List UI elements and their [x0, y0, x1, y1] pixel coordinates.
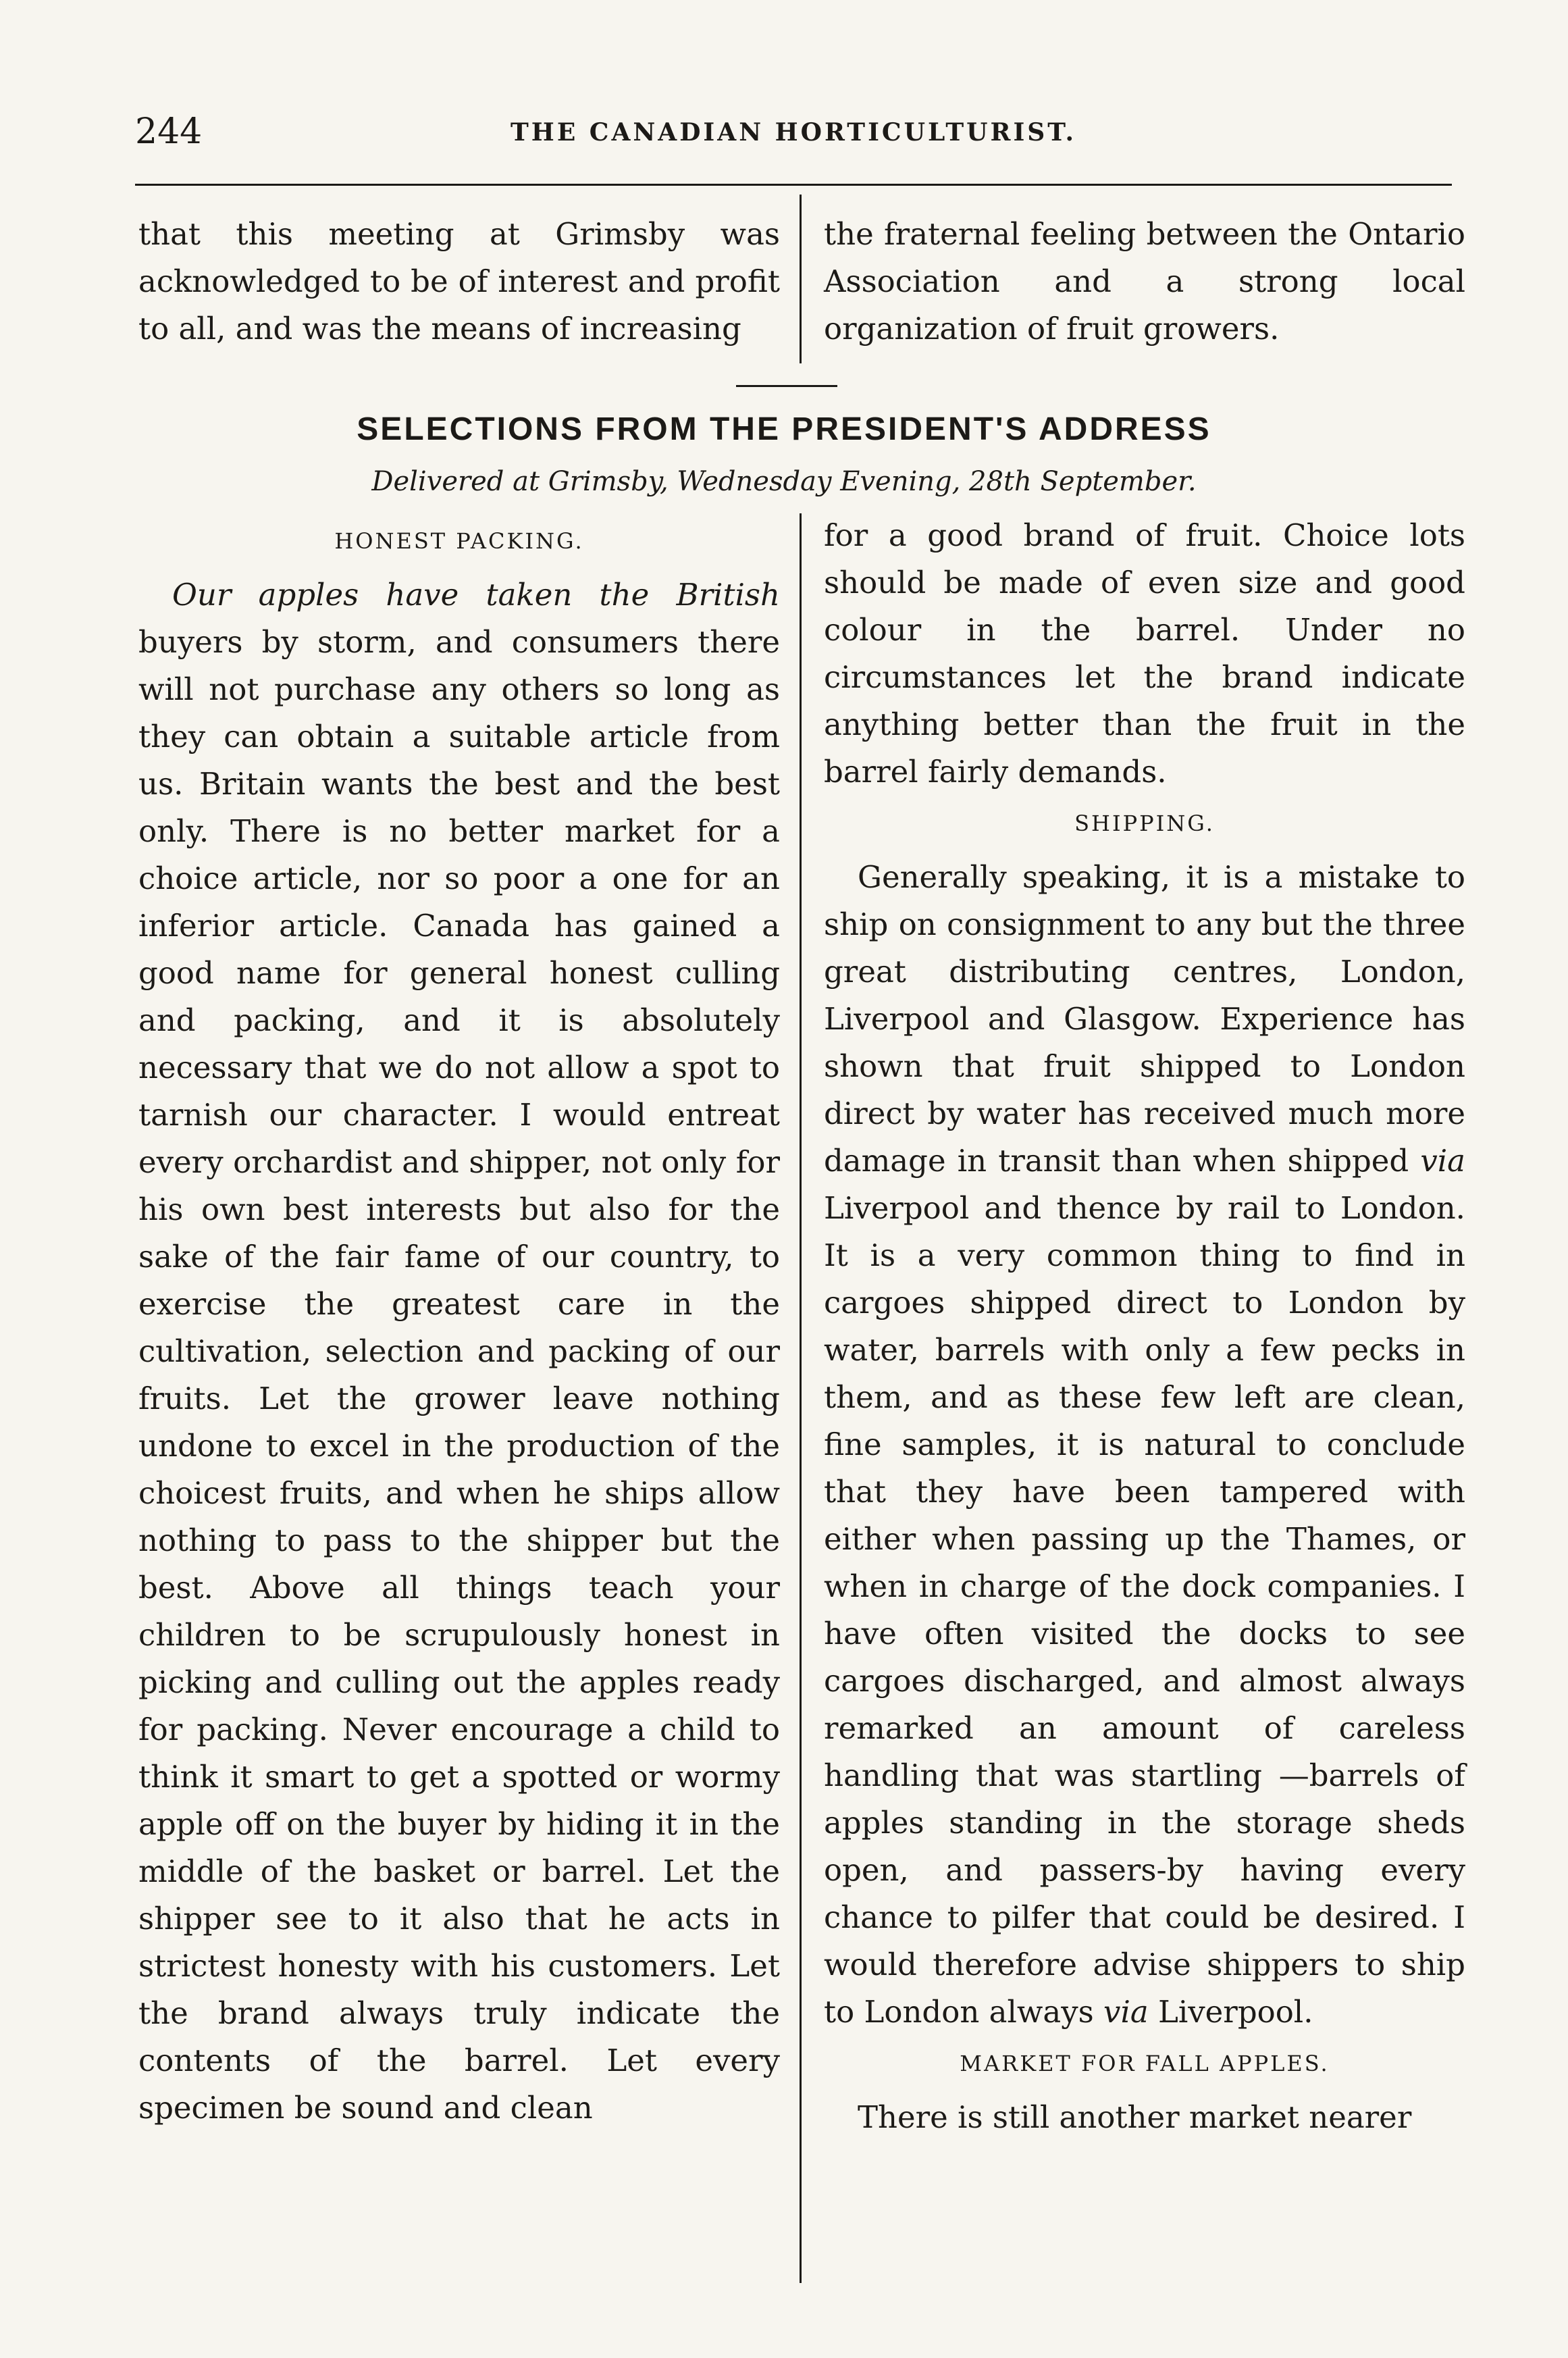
honest-packing-text: buyers by storm, and consumers there will not purchase any others so long as they can obtain a suitable article from us. Britain wants the best and the best only. There is no better market for a choice article, nor so poor a one for an inferior article. Canada has gained a good name for general honest culling and packing, and it is absolutely necessary that we do not allow a spot to tarnish our character. I would entreat every orchardist and shipper, not only for his own best interests but also for the sake of the fair fame of our country, to exercise the greatest care in the cultivation, selection and packing of our fruits. Let the grower leave nothing undone to excel in the production of the choicest fruits, and when he ships allow nothing to pass to the shipper but the best. Above all things teach your children to be scrupulously honest in picking and culling out the apples ready for packing. Never encourage a child to think it smart to get a spotted or wormy apple off on the buyer by hiding it in the middle of the basket or barrel. Let the shipper see to it also that he acts in strictest honesty with his customers. Let the brand always truly indicate the contents of the barrel. Let every specimen be sound and clean	[138, 624, 780, 2126]
header-rule	[135, 184, 1452, 186]
main-right-column	[824, 512, 1465, 2141]
main-column-rule	[800, 513, 802, 2283]
top-right-column	[824, 211, 1465, 353]
article-subtitle: Delivered at Grimsby, Wednesday Evening, 28th September.	[371, 466, 1197, 497]
page-header	[135, 111, 1452, 159]
shipping-text-b: Liverpool and thence by rail to London. It is a very common thing to find in cargoes shipped direct to London by water, barrels with only a few pecks in them, and as these few left are clean, fine samples, it is natural to conclude that they have been tampered with either when passing up the Thames, or when in charge of the dock companies. I have often visited the docks to see cargoes discharged, and almost always remarked an amount of careless handling that was startling —barrels of apples standing in the storage sheds open, and passers-by having every chance to pilfer that could be desired. I would therefore advise shippers to ship to London always	[824, 1190, 1465, 2030]
market-paragraph: There is still another market nearer	[858, 2099, 1412, 2135]
shipping-text-a: Generally speaking, it is a mistake to ship on consignment to any but the three great distributing centres, London, Liverpool and Glasgow. Experience has shown that fruit shipped to London direct by water has received much more damage in transit than when shipped	[824, 859, 1465, 1179]
top-right-text: the fraternal feeling between the Ontario Association and a strong local organization of fruit growers.	[824, 216, 1465, 347]
page-number: 244	[135, 111, 203, 152]
top-left-text: that this meeting at Grimsby was acknowledged to be of interest and profit to all, and was the means of increasing	[138, 216, 780, 347]
honest-packing-heading: HONEST PACKING.	[334, 528, 584, 554]
shipping-text-c: Liverpool.	[1148, 1994, 1313, 2030]
article-title: SELECTIONS FROM THE PRESIDENT'S ADDRESS	[357, 411, 1211, 447]
honest-packing-paragraph	[138, 571, 780, 2132]
shipping-via-1: via	[1420, 1143, 1465, 1179]
running-head: THE CANADIAN HORTICULTURIST.	[511, 118, 1076, 147]
market-heading: MARKET FOR FALL APPLES.	[960, 2051, 1330, 2076]
main-left-column	[138, 513, 780, 2132]
honest-packing-continuation: for a good brand of fruit. Choice lots should be made of even size and good colour in the barrel. Under no circumstances let the brand indicate anything better than the fruit in the barrel fairly demands.	[824, 517, 1465, 790]
top-left-column	[138, 211, 780, 353]
section-divider	[736, 385, 837, 387]
top-column-rule	[800, 195, 802, 363]
shipping-via-2: via	[1103, 1994, 1149, 2030]
honest-packing-opening: Our apples have taken the British	[172, 577, 780, 613]
shipping-paragraph	[824, 854, 1465, 2036]
shipping-heading: SHIPPING.	[1074, 811, 1215, 836]
